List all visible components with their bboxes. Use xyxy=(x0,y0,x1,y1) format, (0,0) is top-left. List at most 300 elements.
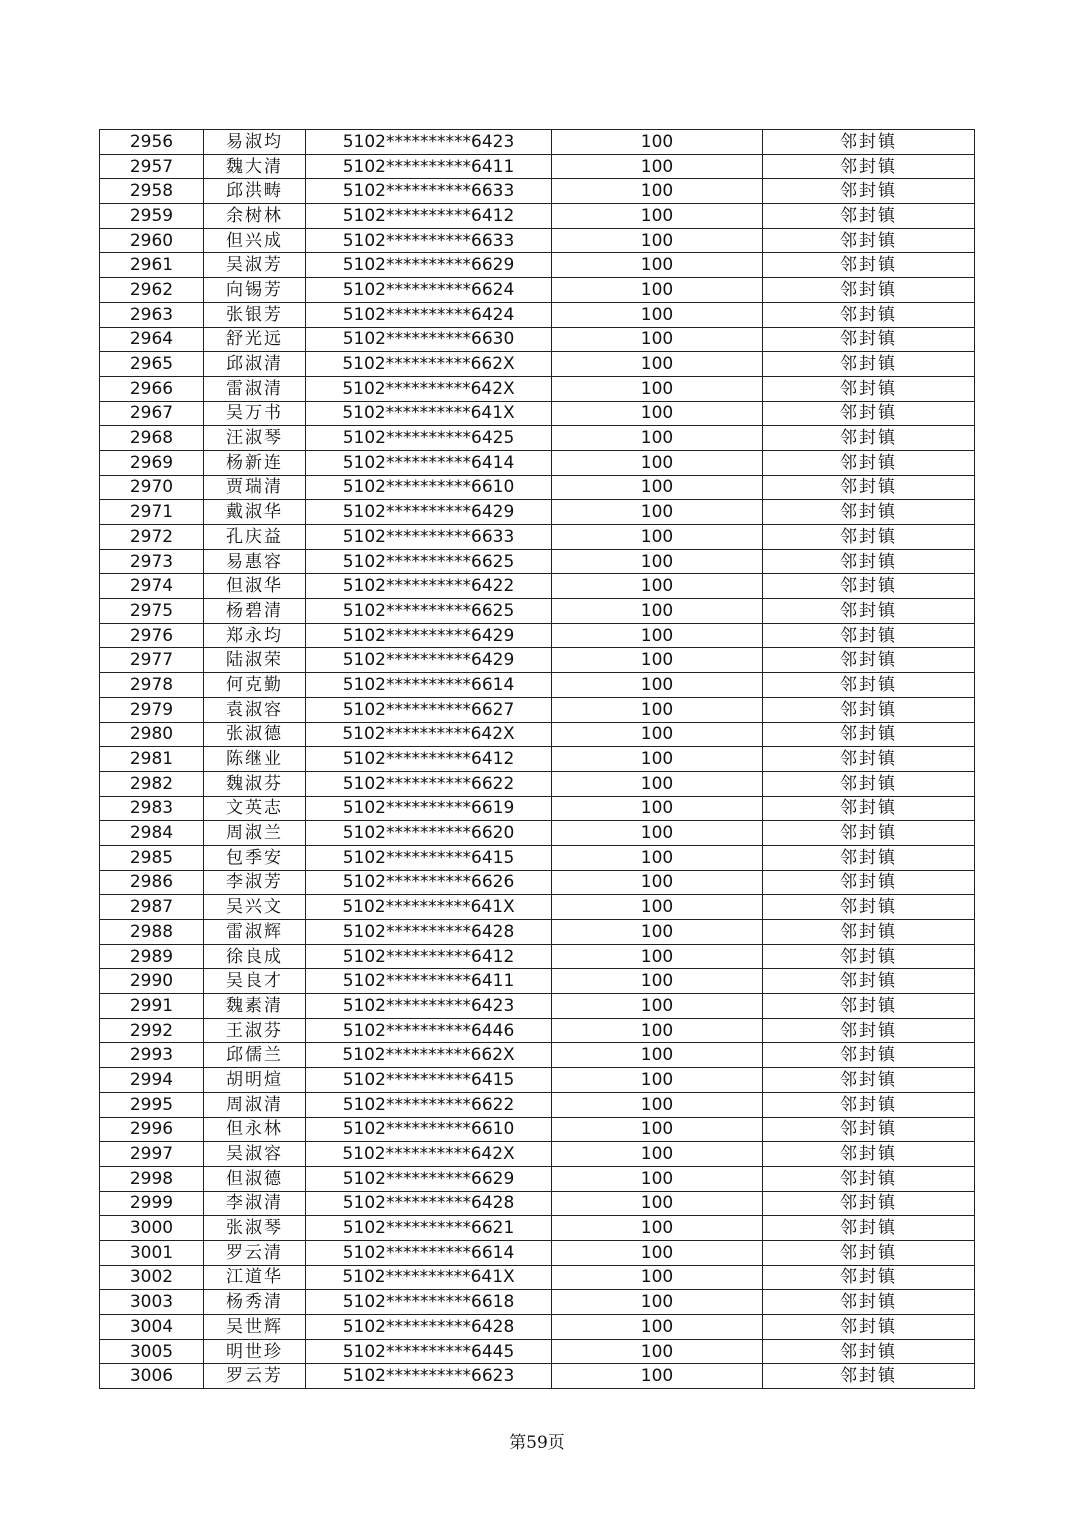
table-row xyxy=(100,920,975,945)
id-number-cell: 5102**********6614 xyxy=(306,673,552,698)
amount-cell: 100 xyxy=(552,228,763,253)
township-cell: 邻封镇 xyxy=(763,1043,975,1068)
id-number-cell: 5102**********6629 xyxy=(306,253,552,278)
township-cell: 邻封镇 xyxy=(763,994,975,1019)
table-row xyxy=(100,376,975,401)
row-number-cell: 2956 xyxy=(100,130,204,155)
person-name-cell: 杨新连 xyxy=(204,450,306,475)
row-number-cell: 2981 xyxy=(100,747,204,772)
id-number-cell: 5102**********6610 xyxy=(306,1117,552,1142)
person-name-cell: 张淑德 xyxy=(204,722,306,747)
township-cell: 邻封镇 xyxy=(763,278,975,303)
amount-cell: 100 xyxy=(552,352,763,377)
person-name-cell: 周淑清 xyxy=(204,1092,306,1117)
row-number-cell: 2973 xyxy=(100,549,204,574)
row-number-cell: 2980 xyxy=(100,722,204,747)
row-number-cell: 2982 xyxy=(100,771,204,796)
township-cell: 邻封镇 xyxy=(763,1092,975,1117)
township-cell: 邻封镇 xyxy=(763,1216,975,1241)
id-number-cell: 5102**********6429 xyxy=(306,648,552,673)
id-number-cell: 5102**********6621 xyxy=(306,1216,552,1241)
amount-cell: 100 xyxy=(552,920,763,945)
amount-cell: 100 xyxy=(552,994,763,1019)
amount-cell: 100 xyxy=(552,525,763,550)
table-row xyxy=(100,204,975,229)
id-number-cell: 5102**********6625 xyxy=(306,549,552,574)
amount-cell: 100 xyxy=(552,1142,763,1167)
id-number-cell: 5102**********6633 xyxy=(306,525,552,550)
amount-cell: 100 xyxy=(552,154,763,179)
table-row xyxy=(100,1290,975,1315)
table-row xyxy=(100,1043,975,1068)
amount-cell: 100 xyxy=(552,204,763,229)
amount-cell: 100 xyxy=(552,944,763,969)
id-number-cell: 5102**********6422 xyxy=(306,574,552,599)
person-name-cell: 吴兴文 xyxy=(204,895,306,920)
person-name-cell: 吴良才 xyxy=(204,969,306,994)
table-row xyxy=(100,845,975,870)
amount-cell: 100 xyxy=(552,796,763,821)
amount-cell: 100 xyxy=(552,549,763,574)
township-cell: 邻封镇 xyxy=(763,376,975,401)
row-number-cell: 2984 xyxy=(100,821,204,846)
id-number-cell: 5102**********6412 xyxy=(306,204,552,229)
row-number-cell: 2992 xyxy=(100,1018,204,1043)
amount-cell: 100 xyxy=(552,278,763,303)
table-row xyxy=(100,673,975,698)
township-cell: 邻封镇 xyxy=(763,228,975,253)
amount-cell: 100 xyxy=(552,1068,763,1093)
township-cell: 邻封镇 xyxy=(763,179,975,204)
township-cell: 邻封镇 xyxy=(763,450,975,475)
id-number-cell: 5102**********6412 xyxy=(306,944,552,969)
row-number-cell: 3002 xyxy=(100,1265,204,1290)
row-number-cell: 2976 xyxy=(100,623,204,648)
township-cell: 邻封镇 xyxy=(763,500,975,525)
township-cell: 邻封镇 xyxy=(763,623,975,648)
person-name-cell: 杨秀清 xyxy=(204,1290,306,1315)
township-cell: 邻封镇 xyxy=(763,426,975,451)
table-row xyxy=(100,253,975,278)
id-number-cell: 5102**********6622 xyxy=(306,1092,552,1117)
table-row xyxy=(100,450,975,475)
row-number-cell: 2983 xyxy=(100,796,204,821)
id-number-cell: 5102**********6633 xyxy=(306,228,552,253)
person-name-cell: 李淑芳 xyxy=(204,870,306,895)
person-name-cell: 汪淑琴 xyxy=(204,426,306,451)
id-number-cell: 5102**********641X xyxy=(306,1265,552,1290)
table-row xyxy=(100,821,975,846)
table-row xyxy=(100,944,975,969)
township-cell: 邻封镇 xyxy=(763,1018,975,1043)
person-name-cell: 舒光远 xyxy=(204,327,306,352)
person-name-cell: 罗云清 xyxy=(204,1240,306,1265)
person-name-cell: 吴淑容 xyxy=(204,1142,306,1167)
row-number-cell: 2995 xyxy=(100,1092,204,1117)
table-row xyxy=(100,771,975,796)
table-row xyxy=(100,179,975,204)
roster-table-body xyxy=(100,130,975,1389)
person-name-cell: 何克勤 xyxy=(204,673,306,698)
township-cell: 邻封镇 xyxy=(763,204,975,229)
person-name-cell: 但永林 xyxy=(204,1117,306,1142)
table-row xyxy=(100,130,975,155)
amount-cell: 100 xyxy=(552,895,763,920)
amount-cell: 100 xyxy=(552,179,763,204)
row-number-cell: 2974 xyxy=(100,574,204,599)
township-cell: 邻封镇 xyxy=(763,1068,975,1093)
amount-cell: 100 xyxy=(552,599,763,624)
row-number-cell: 2987 xyxy=(100,895,204,920)
township-cell: 邻封镇 xyxy=(763,1364,975,1389)
township-cell: 邻封镇 xyxy=(763,327,975,352)
person-name-cell: 孔庆益 xyxy=(204,525,306,550)
id-number-cell: 5102**********642X xyxy=(306,722,552,747)
amount-cell: 100 xyxy=(552,870,763,895)
person-name-cell: 魏素清 xyxy=(204,994,306,1019)
row-number-cell: 2962 xyxy=(100,278,204,303)
row-number-cell: 3006 xyxy=(100,1364,204,1389)
township-cell: 邻封镇 xyxy=(763,1117,975,1142)
table-row xyxy=(100,1117,975,1142)
amount-cell: 100 xyxy=(552,821,763,846)
township-cell: 邻封镇 xyxy=(763,870,975,895)
township-cell: 邻封镇 xyxy=(763,154,975,179)
row-number-cell: 2960 xyxy=(100,228,204,253)
amount-cell: 100 xyxy=(552,1216,763,1241)
person-name-cell: 张银芳 xyxy=(204,302,306,327)
amount-cell: 100 xyxy=(552,623,763,648)
row-number-cell: 3001 xyxy=(100,1240,204,1265)
township-cell: 邻封镇 xyxy=(763,525,975,550)
amount-cell: 100 xyxy=(552,1315,763,1340)
row-number-cell: 2993 xyxy=(100,1043,204,1068)
table-row xyxy=(100,574,975,599)
township-cell: 邻封镇 xyxy=(763,574,975,599)
id-number-cell: 5102**********641X xyxy=(306,895,552,920)
amount-cell: 100 xyxy=(552,376,763,401)
table-row xyxy=(100,648,975,673)
row-number-cell: 2957 xyxy=(100,154,204,179)
id-number-cell: 5102**********6633 xyxy=(306,179,552,204)
amount-cell: 100 xyxy=(552,845,763,870)
row-number-cell: 2972 xyxy=(100,525,204,550)
table-row xyxy=(100,1265,975,1290)
person-name-cell: 雷淑辉 xyxy=(204,920,306,945)
table-row xyxy=(100,722,975,747)
person-name-cell: 向锡芳 xyxy=(204,278,306,303)
township-cell: 邻封镇 xyxy=(763,1339,975,1364)
row-number-cell: 2994 xyxy=(100,1068,204,1093)
table-row xyxy=(100,1191,975,1216)
row-number-cell: 3000 xyxy=(100,1216,204,1241)
row-number-cell: 2997 xyxy=(100,1142,204,1167)
township-cell: 邻封镇 xyxy=(763,722,975,747)
person-name-cell: 陈继业 xyxy=(204,747,306,772)
amount-cell: 100 xyxy=(552,697,763,722)
row-number-cell: 3003 xyxy=(100,1290,204,1315)
table-row xyxy=(100,796,975,821)
person-name-cell: 戴淑华 xyxy=(204,500,306,525)
table-row xyxy=(100,599,975,624)
id-number-cell: 5102**********6414 xyxy=(306,450,552,475)
township-cell: 邻封镇 xyxy=(763,895,975,920)
id-number-cell: 5102**********6428 xyxy=(306,1315,552,1340)
amount-cell: 100 xyxy=(552,969,763,994)
id-number-cell: 5102**********6610 xyxy=(306,475,552,500)
township-cell: 邻封镇 xyxy=(763,697,975,722)
table-row xyxy=(100,1364,975,1389)
person-name-cell: 徐良成 xyxy=(204,944,306,969)
amount-cell: 100 xyxy=(552,450,763,475)
person-name-cell: 邱儒兰 xyxy=(204,1043,306,1068)
township-cell: 邻封镇 xyxy=(763,1191,975,1216)
township-cell: 邻封镇 xyxy=(763,771,975,796)
person-name-cell: 但淑华 xyxy=(204,574,306,599)
id-number-cell: 5102**********6415 xyxy=(306,1068,552,1093)
row-number-cell: 2998 xyxy=(100,1166,204,1191)
amount-cell: 100 xyxy=(552,130,763,155)
person-name-cell: 吴万书 xyxy=(204,401,306,426)
row-number-cell: 2979 xyxy=(100,697,204,722)
id-number-cell: 5102**********6614 xyxy=(306,1240,552,1265)
table-row xyxy=(100,475,975,500)
township-cell: 邻封镇 xyxy=(763,1290,975,1315)
row-number-cell: 2989 xyxy=(100,944,204,969)
township-cell: 邻封镇 xyxy=(763,1166,975,1191)
township-cell: 邻封镇 xyxy=(763,352,975,377)
amount-cell: 100 xyxy=(552,1117,763,1142)
amount-cell: 100 xyxy=(552,747,763,772)
amount-cell: 100 xyxy=(552,673,763,698)
amount-cell: 100 xyxy=(552,475,763,500)
id-number-cell: 5102**********6446 xyxy=(306,1018,552,1043)
person-name-cell: 易惠容 xyxy=(204,549,306,574)
person-name-cell: 吴世辉 xyxy=(204,1315,306,1340)
person-name-cell: 魏淑芬 xyxy=(204,771,306,796)
person-name-cell: 吴淑芳 xyxy=(204,253,306,278)
id-number-cell: 5102**********6629 xyxy=(306,1166,552,1191)
row-number-cell: 2971 xyxy=(100,500,204,525)
table-row xyxy=(100,994,975,1019)
township-cell: 邻封镇 xyxy=(763,920,975,945)
township-cell: 邻封镇 xyxy=(763,130,975,155)
township-cell: 邻封镇 xyxy=(763,1240,975,1265)
row-number-cell: 2978 xyxy=(100,673,204,698)
id-number-cell: 5102**********6623 xyxy=(306,1364,552,1389)
table-row xyxy=(100,549,975,574)
table-row xyxy=(100,1339,975,1364)
table-row xyxy=(100,1166,975,1191)
id-number-cell: 5102**********6626 xyxy=(306,870,552,895)
amount-cell: 100 xyxy=(552,1364,763,1389)
table-row xyxy=(100,895,975,920)
table-row xyxy=(100,401,975,426)
township-cell: 邻封镇 xyxy=(763,1142,975,1167)
township-cell: 邻封镇 xyxy=(763,475,975,500)
table-row xyxy=(100,228,975,253)
id-number-cell: 5102**********6445 xyxy=(306,1339,552,1364)
person-name-cell: 易淑均 xyxy=(204,130,306,155)
person-name-cell: 王淑芬 xyxy=(204,1018,306,1043)
id-number-cell: 5102**********6411 xyxy=(306,154,552,179)
id-number-cell: 5102**********6412 xyxy=(306,747,552,772)
id-number-cell: 5102**********6425 xyxy=(306,426,552,451)
id-number-cell: 5102**********6624 xyxy=(306,278,552,303)
township-cell: 邻封镇 xyxy=(763,944,975,969)
table-row xyxy=(100,525,975,550)
person-name-cell: 江道华 xyxy=(204,1265,306,1290)
id-number-cell: 5102**********6620 xyxy=(306,821,552,846)
table-row xyxy=(100,747,975,772)
township-cell: 邻封镇 xyxy=(763,401,975,426)
person-name-cell: 胡明煊 xyxy=(204,1068,306,1093)
id-number-cell: 5102**********6630 xyxy=(306,327,552,352)
id-number-cell: 5102**********641X xyxy=(306,401,552,426)
township-cell: 邻封镇 xyxy=(763,549,975,574)
person-name-cell: 张淑琴 xyxy=(204,1216,306,1241)
person-name-cell: 包季安 xyxy=(204,845,306,870)
row-number-cell: 2968 xyxy=(100,426,204,451)
row-number-cell: 2963 xyxy=(100,302,204,327)
row-number-cell: 2996 xyxy=(100,1117,204,1142)
person-name-cell: 但兴成 xyxy=(204,228,306,253)
amount-cell: 100 xyxy=(552,1290,763,1315)
table-row xyxy=(100,154,975,179)
table-row xyxy=(100,278,975,303)
table-row xyxy=(100,1240,975,1265)
table-row xyxy=(100,302,975,327)
township-cell: 邻封镇 xyxy=(763,1265,975,1290)
roster-table xyxy=(99,129,975,1389)
row-number-cell: 2965 xyxy=(100,352,204,377)
row-number-cell: 2959 xyxy=(100,204,204,229)
row-number-cell: 2967 xyxy=(100,401,204,426)
row-number-cell: 2961 xyxy=(100,253,204,278)
amount-cell: 100 xyxy=(552,426,763,451)
amount-cell: 100 xyxy=(552,1166,763,1191)
table-row xyxy=(100,1068,975,1093)
amount-cell: 100 xyxy=(552,771,763,796)
id-number-cell: 5102**********6619 xyxy=(306,796,552,821)
row-number-cell: 2966 xyxy=(100,376,204,401)
person-name-cell: 罗云芳 xyxy=(204,1364,306,1389)
person-name-cell: 杨碧清 xyxy=(204,599,306,624)
amount-cell: 100 xyxy=(552,1265,763,1290)
amount-cell: 100 xyxy=(552,1043,763,1068)
table-row xyxy=(100,1092,975,1117)
township-cell: 邻封镇 xyxy=(763,599,975,624)
township-cell: 邻封镇 xyxy=(763,747,975,772)
table-row xyxy=(100,870,975,895)
id-number-cell: 5102**********6411 xyxy=(306,969,552,994)
township-cell: 邻封镇 xyxy=(763,796,975,821)
id-number-cell: 5102**********6429 xyxy=(306,500,552,525)
row-number-cell: 2991 xyxy=(100,994,204,1019)
id-number-cell: 5102**********6428 xyxy=(306,1191,552,1216)
table-row xyxy=(100,352,975,377)
person-name-cell: 明世珍 xyxy=(204,1339,306,1364)
township-cell: 邻封镇 xyxy=(763,845,975,870)
township-cell: 邻封镇 xyxy=(763,648,975,673)
id-number-cell: 5102**********6428 xyxy=(306,920,552,945)
amount-cell: 100 xyxy=(552,1092,763,1117)
id-number-cell: 5102**********6423 xyxy=(306,130,552,155)
person-name-cell: 余树林 xyxy=(204,204,306,229)
person-name-cell: 郑永均 xyxy=(204,623,306,648)
row-number-cell: 2975 xyxy=(100,599,204,624)
township-cell: 邻封镇 xyxy=(763,253,975,278)
row-number-cell: 2985 xyxy=(100,845,204,870)
row-number-cell: 3004 xyxy=(100,1315,204,1340)
person-name-cell: 邱洪畴 xyxy=(204,179,306,204)
table-row xyxy=(100,500,975,525)
row-number-cell: 2990 xyxy=(100,969,204,994)
row-number-cell: 2988 xyxy=(100,920,204,945)
person-name-cell: 袁淑容 xyxy=(204,697,306,722)
person-name-cell: 魏大清 xyxy=(204,154,306,179)
amount-cell: 100 xyxy=(552,327,763,352)
amount-cell: 100 xyxy=(552,1018,763,1043)
row-number-cell: 2999 xyxy=(100,1191,204,1216)
table-row xyxy=(100,426,975,451)
table-row xyxy=(100,1216,975,1241)
amount-cell: 100 xyxy=(552,253,763,278)
id-number-cell: 5102**********6618 xyxy=(306,1290,552,1315)
person-name-cell: 周淑兰 xyxy=(204,821,306,846)
person-name-cell: 雷淑清 xyxy=(204,376,306,401)
table-row xyxy=(100,969,975,994)
id-number-cell: 5102**********662X xyxy=(306,352,552,377)
id-number-cell: 5102**********642X xyxy=(306,376,552,401)
table-row xyxy=(100,327,975,352)
person-name-cell: 但淑德 xyxy=(204,1166,306,1191)
row-number-cell: 2969 xyxy=(100,450,204,475)
id-number-cell: 5102**********662X xyxy=(306,1043,552,1068)
person-name-cell: 文英志 xyxy=(204,796,306,821)
amount-cell: 100 xyxy=(552,302,763,327)
id-number-cell: 5102**********6627 xyxy=(306,697,552,722)
row-number-cell: 2958 xyxy=(100,179,204,204)
amount-cell: 100 xyxy=(552,648,763,673)
township-cell: 邻封镇 xyxy=(763,302,975,327)
table-row xyxy=(100,697,975,722)
township-cell: 邻封镇 xyxy=(763,821,975,846)
id-number-cell: 5102**********6424 xyxy=(306,302,552,327)
person-name-cell: 李淑清 xyxy=(204,1191,306,1216)
row-number-cell: 2986 xyxy=(100,870,204,895)
person-name-cell: 邱淑清 xyxy=(204,352,306,377)
id-number-cell: 5102**********6423 xyxy=(306,994,552,1019)
id-number-cell: 5102**********6625 xyxy=(306,599,552,624)
row-number-cell: 2977 xyxy=(100,648,204,673)
id-number-cell: 5102**********642X xyxy=(306,1142,552,1167)
amount-cell: 100 xyxy=(552,1339,763,1364)
id-number-cell: 5102**********6415 xyxy=(306,845,552,870)
amount-cell: 100 xyxy=(552,722,763,747)
row-number-cell: 2970 xyxy=(100,475,204,500)
id-number-cell: 5102**********6622 xyxy=(306,771,552,796)
amount-cell: 100 xyxy=(552,1240,763,1265)
table-row xyxy=(100,1142,975,1167)
person-name-cell: 贾瑞清 xyxy=(204,475,306,500)
table-row xyxy=(100,1018,975,1043)
township-cell: 邻封镇 xyxy=(763,969,975,994)
amount-cell: 100 xyxy=(552,500,763,525)
row-number-cell: 2964 xyxy=(100,327,204,352)
page-number: 第59页 xyxy=(509,1433,565,1453)
person-name-cell: 陆淑荣 xyxy=(204,648,306,673)
